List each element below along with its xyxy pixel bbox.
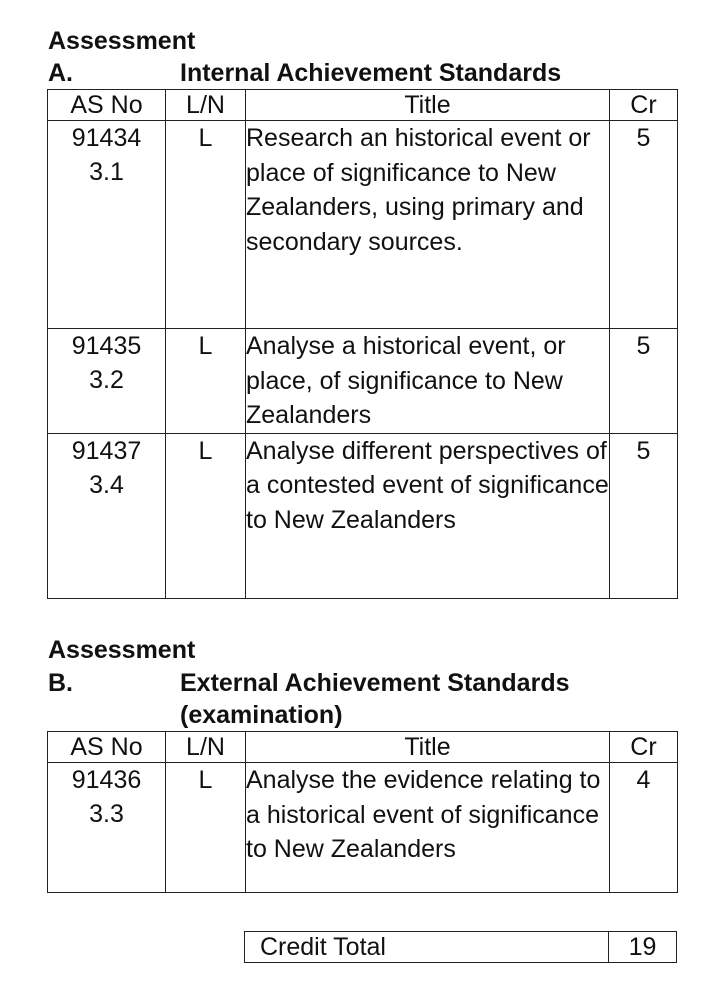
col-header-title: Title (246, 90, 610, 121)
credits-cell: 5 (610, 433, 678, 598)
credits-cell: 4 (610, 763, 678, 893)
as-level: 3.2 (89, 366, 124, 394)
title-cell: Analyse the evidence relating to a historical event of significance to New Zealanders (246, 763, 610, 893)
col-header-as-no: AS No (48, 732, 166, 763)
section-a-subtitle: Internal Achievement Standards (180, 59, 562, 87)
col-header-ln: L/N (166, 732, 246, 763)
col-header-cr: Cr (610, 90, 678, 121)
as-number: 91437 (71, 436, 142, 465)
table-row (48, 121, 678, 329)
credits-cell: 5 (610, 121, 678, 329)
section-b-subtitle-note: (examination) (180, 701, 343, 729)
section-a-heading: Assessment (48, 27, 196, 55)
table-row (48, 763, 678, 893)
credit-total-row (245, 932, 677, 963)
col-header-ln: L/N (166, 90, 246, 121)
as-level: 3.4 (89, 470, 124, 499)
ln-cell: L (166, 433, 246, 598)
col-header-title: Title (246, 732, 610, 763)
section-b-subtitle: External Achievement Standards (180, 669, 570, 697)
credit-total-table (244, 931, 677, 963)
table-header-row (48, 732, 678, 763)
external-standards-table (47, 731, 678, 893)
as-number-cell (48, 121, 166, 329)
credits-cell: 5 (610, 329, 678, 434)
as-number-cell (48, 763, 166, 893)
table-row (48, 433, 678, 598)
col-header-cr: Cr (610, 732, 678, 763)
as-level: 3.1 (89, 158, 124, 186)
as-number-cell (48, 329, 166, 434)
table-row (48, 329, 678, 434)
title-cell: Analyse a historical event, or place, of significance to New Zealanders (246, 329, 610, 434)
section-b-letter: B. (48, 669, 73, 697)
as-number: 91434 (71, 124, 142, 152)
as-level: 3.3 (89, 800, 124, 828)
credit-total-value: 19 (609, 932, 677, 963)
ln-cell: L (166, 329, 246, 434)
as-number-cell (48, 433, 166, 598)
col-header-as-no: AS No (48, 90, 166, 121)
as-number: 91436 (71, 766, 142, 794)
section-a-letter: A. (48, 59, 73, 87)
as-number: 91435 (71, 332, 142, 360)
table-header-row (48, 90, 678, 121)
ln-cell: L (166, 763, 246, 893)
credit-total-label: Credit Total (245, 932, 609, 963)
title-cell: Analyse different perspectives of a contested event of significance to New Zealanders (246, 433, 610, 598)
title-cell: Research an historical event or place of significance to New Zealanders, using primary and secondary sources. (246, 121, 610, 329)
section-b-heading: Assessment (48, 636, 196, 664)
internal-standards-table (47, 89, 678, 599)
ln-cell: L (166, 121, 246, 329)
